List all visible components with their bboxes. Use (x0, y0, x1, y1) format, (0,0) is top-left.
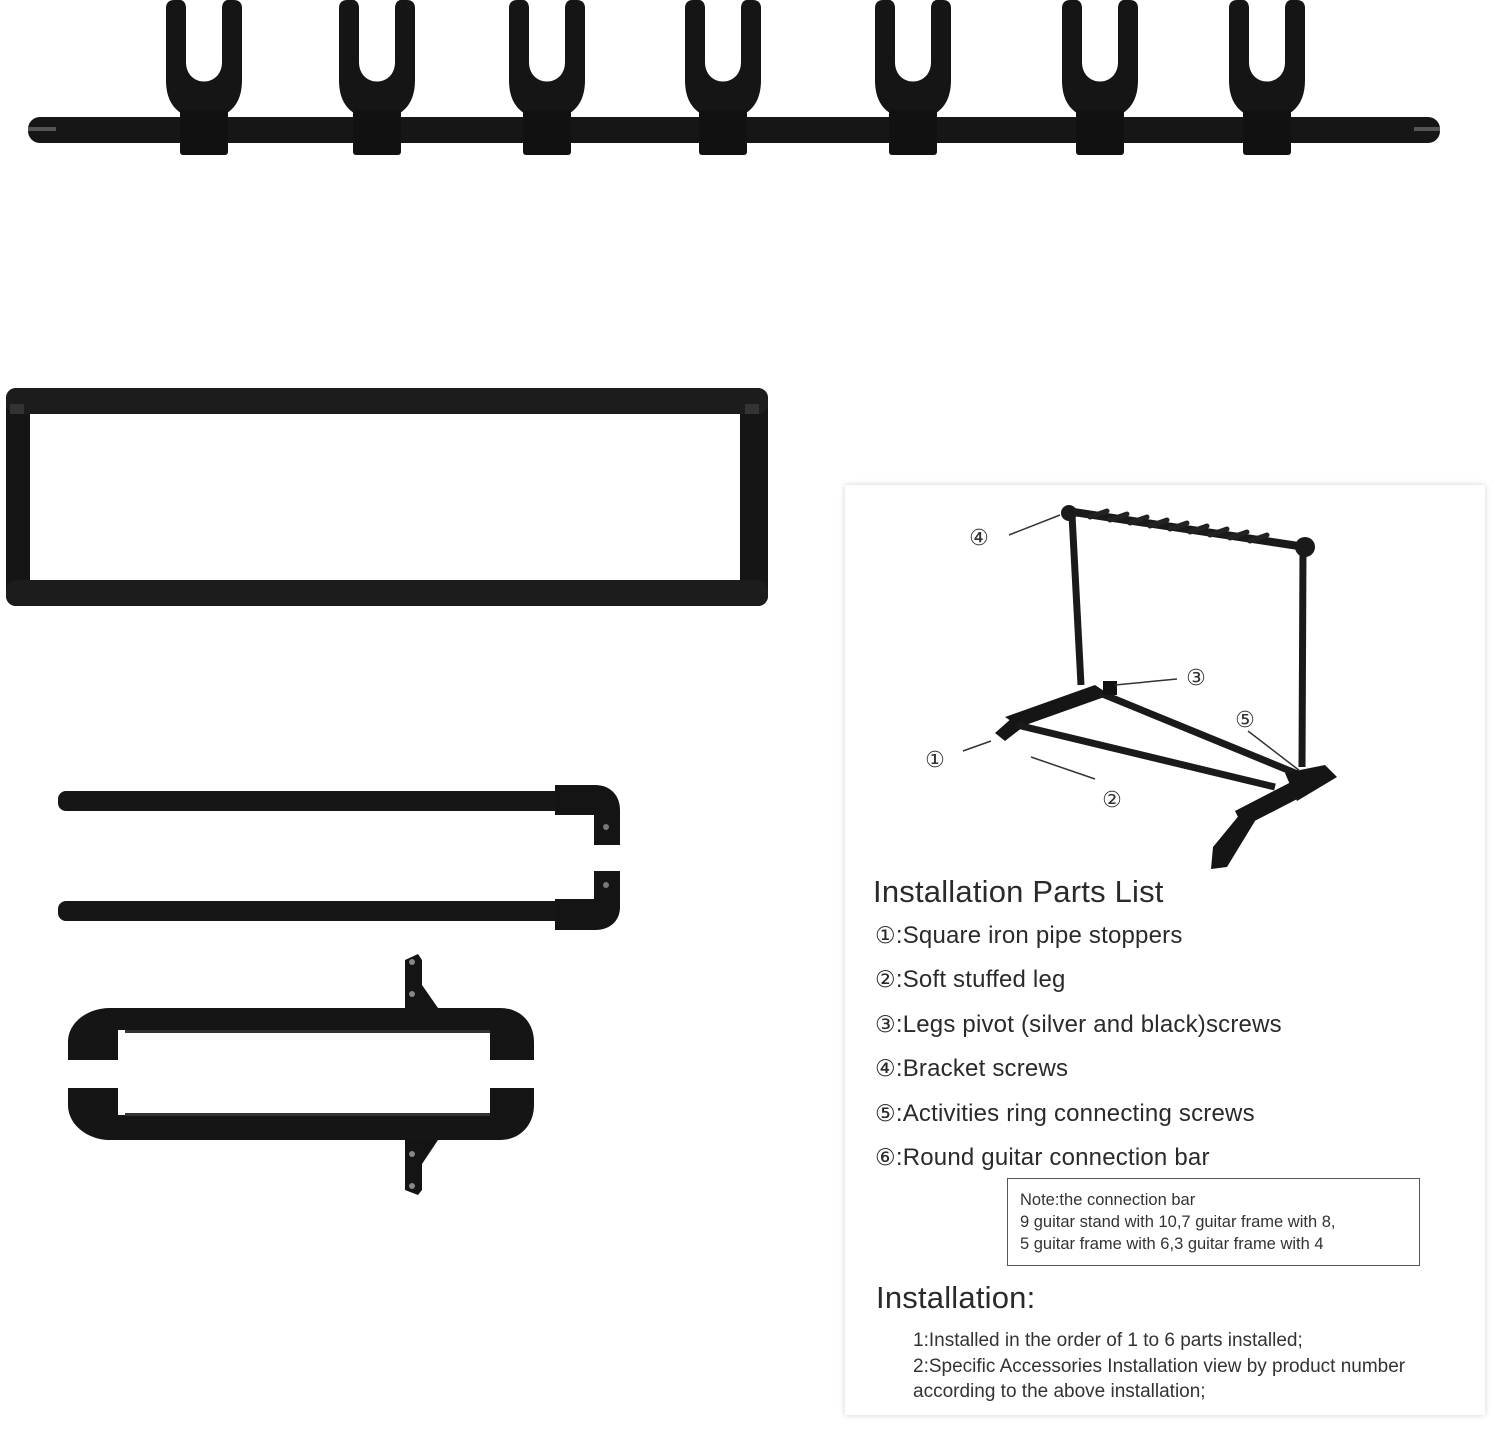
legs-illustration (50, 775, 630, 940)
installation-step: 2:Specific Accessories Installation view by product number (913, 1355, 1406, 1377)
base-foot-lower (68, 1088, 534, 1195)
parts-list-item-number: ② (875, 967, 896, 993)
parts-list-item (875, 1055, 1068, 1083)
assembled-stand-diagram (905, 495, 1425, 875)
hook-bar-illustration (20, 0, 1450, 165)
installation-step: 1:Installed in the order of 1 to 6 parts installed; (913, 1330, 1303, 1351)
callout-4: ④ (969, 526, 989, 551)
parts-list-item-text: :Round guitar connection bar (895, 1144, 1210, 1171)
parts-list-item-number: ④ (875, 1056, 896, 1082)
callout-5: ⑤ (1235, 708, 1255, 733)
note-line: Note:the connection bar (1020, 1191, 1196, 1209)
note-line: 9 guitar stand with 10,7 guitar frame with 8, (1020, 1213, 1336, 1231)
parts-list-item-text: :Bracket screws (895, 1055, 1069, 1082)
callout-3: ③ (1186, 666, 1206, 691)
installation-title: Installation: (876, 1280, 1036, 1315)
parts-list-item-text: :Square iron pipe stoppers (895, 922, 1183, 949)
base-feet-illustration (60, 950, 545, 1205)
rectangular-frame-illustration (0, 380, 775, 615)
parts-list-item-text: :Soft stuffed leg (895, 966, 1066, 993)
parts-list-item (875, 1100, 1255, 1128)
parts-list-item (875, 922, 1183, 950)
installation-step: according to the above installation; (913, 1381, 1206, 1402)
parts-list-item-text: :Activities ring connecting screws (895, 1100, 1255, 1127)
installation-steps (913, 1328, 1405, 1405)
parts-list-item-text: :Legs pivot (silver and black)screws (895, 1011, 1282, 1038)
base-foot-upper (68, 954, 534, 1060)
callout-2: ② (1102, 788, 1122, 813)
callout-1: ① (925, 748, 945, 773)
parts-list-item (875, 1144, 1210, 1172)
leg-upper (58, 785, 620, 845)
parts-list-item-number: ③ (875, 1012, 896, 1038)
instruction-card (845, 485, 1485, 1415)
parts-list-item-number: ⑥ (875, 1145, 896, 1171)
connection-bar-note (1007, 1178, 1420, 1266)
parts-list-item (875, 1011, 1282, 1039)
parts-list-item (875, 966, 1066, 994)
leg-lower (58, 871, 620, 930)
parts-list-item-number: ⑤ (875, 1101, 896, 1127)
parts-list-title: Installation Parts List (873, 874, 1164, 909)
parts-list-item-number: ① (875, 923, 896, 949)
note-line: 5 guitar frame with 6,3 guitar frame with 4 (1020, 1235, 1324, 1253)
